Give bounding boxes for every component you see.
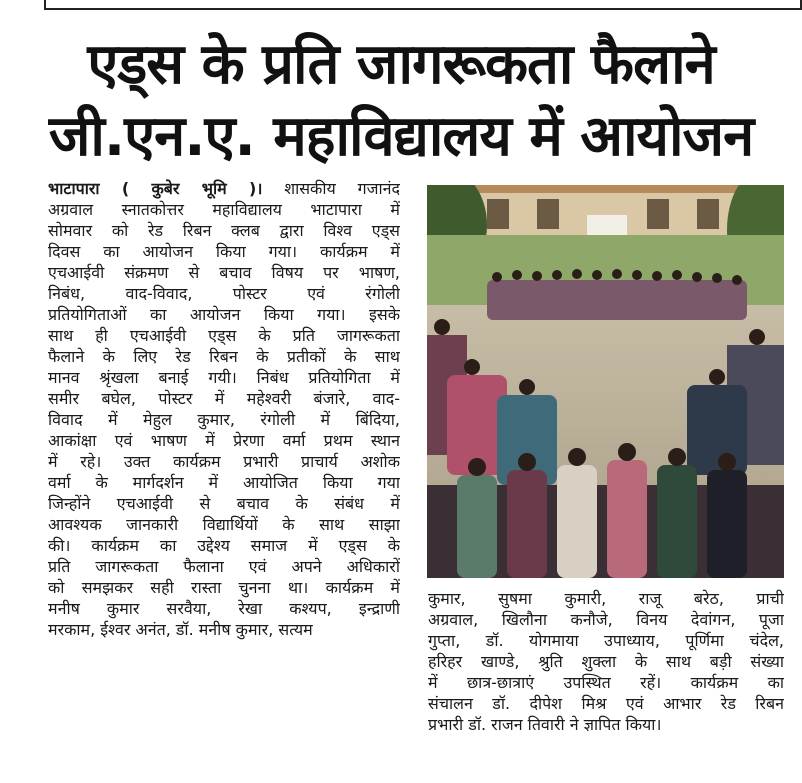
article-first-line bbox=[48, 178, 400, 199]
body-line: में छात्र-छात्राएं उपस्थित रहें। कार्यक्रम का bbox=[428, 673, 784, 692]
body-line: दिवस का आयोजन किया गया। कार्यक्रम में bbox=[48, 242, 400, 261]
body-line: अग्रवाल स्नातकोत्तर महाविद्यालय भाटापारा में bbox=[48, 200, 400, 219]
article-left-column bbox=[48, 178, 400, 640]
body-line: जिन्होंने एचआईवी से बचाव के संबंध में bbox=[48, 494, 400, 513]
body-line: मानव श्रृंखला बनाई गयी। निबंध प्रतियोगिता में bbox=[48, 368, 400, 387]
body-line: में रहे। उक्त कार्यक्रम प्रभारी प्राचार्य अशोक bbox=[48, 452, 400, 471]
previous-article-border bbox=[44, 0, 802, 10]
body-line: शासकीय गजानंद bbox=[284, 179, 400, 198]
body-line: हरिहर खाण्डे, श्रुति शुक्ला के साथ बड़ी संख्या bbox=[428, 652, 784, 671]
body-line: गुप्ता, डॉ. योगमाया उपाध्याय, पूर्णिमा चंदेल, bbox=[428, 631, 784, 650]
body-line: फैलाने के लिए रेड रिबन के प्रतीकों के साथ bbox=[48, 347, 400, 366]
dateline: भाटापारा ( कुबेर भूमि )। bbox=[48, 179, 263, 198]
body-line: प्रतियोगिताओं का आयोजन किया गया। इसके bbox=[48, 305, 400, 324]
body-line: एचआईवी संक्रमण से बचाव विषय पर भाषण, bbox=[48, 263, 400, 282]
body-line: वर्मा के मार्गदर्शन में आयोजित किया गया bbox=[48, 473, 400, 492]
body-line: मनीष कुमार सरवैया, रेखा कश्यप, इन्द्राणी bbox=[48, 599, 400, 618]
body-line: प्रभारी डॉ. राजन तिवारी ने ज्ञापित किया। bbox=[428, 715, 662, 734]
body-line: आकांक्षा एवं भाषण में प्रेरणा वर्मा प्रथम स्थान bbox=[48, 431, 400, 450]
body-line: संचालन डॉ. दीपेश मिश्र एवं आभार रेड रिबन bbox=[428, 694, 784, 713]
body-line: प्रति जागरूकता फैलाना एवं अपने अधिकारों bbox=[48, 557, 400, 576]
body-line: विवाद में मेहुल कुमार, रंगोली में बिंदिया, bbox=[48, 410, 400, 429]
group-photo-image bbox=[427, 185, 784, 578]
headline-line-2: जी.एन.ए. महाविद्यालय में आयोजन bbox=[48, 104, 754, 169]
body-line: निबंध, वाद-विवाद, पोस्टर एवं रंगोली bbox=[48, 284, 400, 303]
body-line: कुमार, सुषमा कुमारी, राजू बरेठ, प्राची bbox=[428, 589, 784, 608]
article-right-column bbox=[428, 588, 784, 735]
body-line: की। कार्यक्रम का उद्देश्य समाज में एड्स के bbox=[48, 536, 400, 555]
body-line: अग्रवाल, खिलौना कनौजे, विनय देवांगन, पूजा bbox=[428, 610, 784, 629]
group-photo bbox=[427, 185, 784, 578]
body-line: आवश्यक जानकारी विद्यार्थियों के साथ साझा bbox=[48, 515, 400, 534]
body-line: समीर बघेल, पोस्टर में महेश्वरी बंजारे, वाद- bbox=[48, 389, 400, 408]
headline-line-1: एड्स के प्रति जागरूकता फैलाने bbox=[87, 32, 715, 97]
body-line: को समझकर सही रास्ता चुनना था। कार्यक्रम में bbox=[48, 578, 400, 597]
body-line: सोमवार को रेड रिबन क्लब द्वारा विश्व एड्स bbox=[48, 221, 400, 240]
body-line: मरकाम, ईश्वर अनंत, डॉ. मनीष कुमार, सत्यम bbox=[48, 620, 313, 639]
body-line: साथ ही एचआईवी एड्स के प्रति जागरूकता bbox=[48, 326, 400, 345]
